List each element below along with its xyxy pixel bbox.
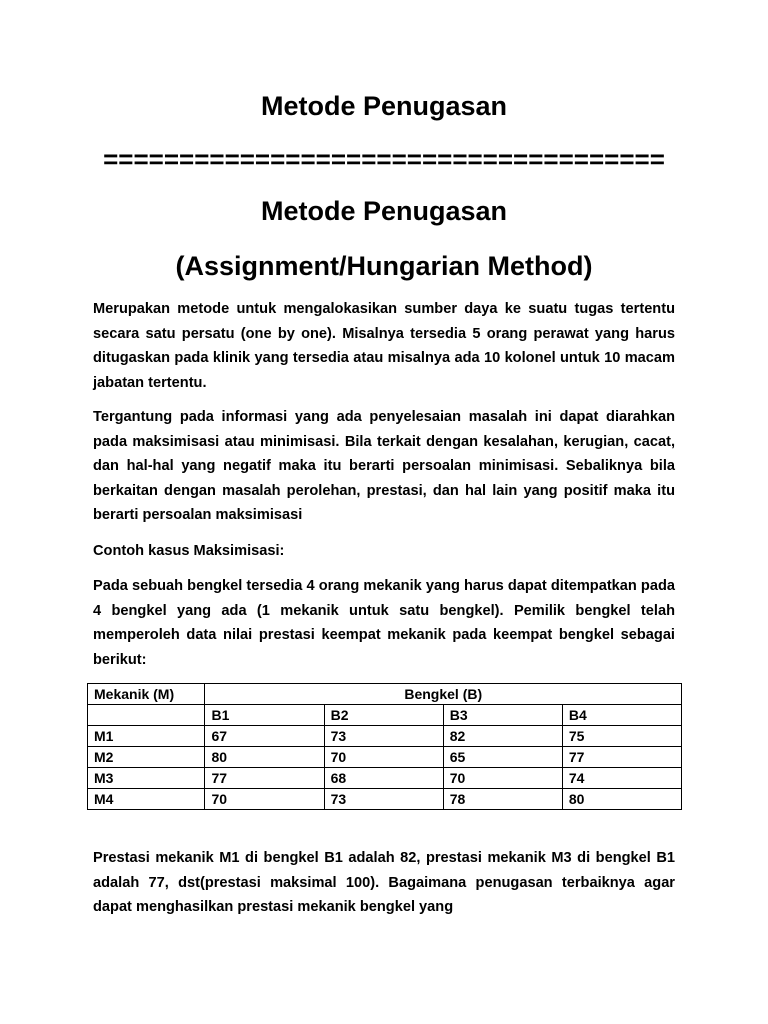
- row-label: M4: [88, 789, 205, 810]
- performance-table-container: [87, 683, 682, 810]
- column-header-b2: B2: [324, 705, 443, 726]
- paragraph-example-heading: Contoh kasus Maksimisasi:: [93, 543, 285, 559]
- table-row: [88, 789, 682, 810]
- table-cell: 70: [324, 747, 443, 768]
- paragraph-question: Prestasi mekanik M1 di bengkel B1 adalah 82, prestasi mekanik M3 di bengkel B1 adalah 77, dst(prestasi maksimal 100). Bagaimana penugasan terbaiknya agar dapat menghasilkan prestasi mekanik bengkel yang: [93, 850, 675, 915]
- paragraph-optimization: Tergantung pada informasi yang ada penyelesaian masalah ini dapat diarahkan pada maksimisasi atau minimisasi. Bila terkait dengan kesalahan, kerugian, cacat, dan hal-hal yang negatif maka itu berarti persoalan minimisasi. Sebaliknya bila berkaitan dengan masalah perolehan, prestasi, dan hal lain yang positif maka itu berarti persoalan maksimisasi: [93, 409, 675, 523]
- table-cell: 77: [205, 768, 324, 789]
- header-bengkel: Bengkel (B): [205, 684, 682, 705]
- page-title: Metode Penugasan: [260, 91, 508, 121]
- table-row: [88, 768, 682, 789]
- performance-table: [87, 683, 682, 810]
- row-label: M1: [88, 726, 205, 747]
- table-cell: 73: [324, 726, 443, 747]
- column-header-b1: B1: [205, 705, 324, 726]
- section-title: Metode Penugasan: [260, 196, 508, 226]
- section-subtitle: (Assignment/Hungarian Method): [175, 251, 593, 281]
- table-cell: 70: [205, 789, 324, 810]
- table-cell: 65: [443, 747, 562, 768]
- table-header-row: [88, 684, 682, 705]
- table-cell: 67: [205, 726, 324, 747]
- paragraph-example-description: Pada sebuah bengkel tersedia 4 orang mekanik yang harus dapat ditempatkan pada 4 bengkel yang ada (1 mekanik untuk satu bengkel). Pemilik bengkel telah memperoleh data nilai prestasi keempat mekanik pada keempat bengkel sebagai berikut:: [93, 578, 675, 668]
- table-cell: 74: [562, 768, 681, 789]
- table-subheader-row: [88, 705, 682, 726]
- paragraph-definition: Merupakan metode untuk mengalokasikan sumber daya ke suatu tugas tertentu secara satu persatu (one by one). Misalnya tersedia 5 orang perawat yang harus ditugaskan pada klinik yang tersedia atau misalnya ada 10 kolonel untuk 10 macam jabatan tertentu.: [93, 301, 675, 391]
- table-cell: 80: [205, 747, 324, 768]
- table-cell: [88, 705, 205, 726]
- column-header-b4: B4: [562, 705, 681, 726]
- row-label: M2: [88, 747, 205, 768]
- table-cell: 68: [324, 768, 443, 789]
- table-cell: 80: [562, 789, 681, 810]
- table-row: [88, 726, 682, 747]
- row-label: M3: [88, 768, 205, 789]
- table-cell: 77: [562, 747, 681, 768]
- column-header-b3: B3: [443, 705, 562, 726]
- table-cell: 70: [443, 768, 562, 789]
- table-row: [88, 747, 682, 768]
- table-cell: 78: [443, 789, 562, 810]
- table-cell: 82: [443, 726, 562, 747]
- table-cell: 73: [324, 789, 443, 810]
- table-cell: 75: [562, 726, 681, 747]
- separator-line: =====================================: [103, 144, 665, 174]
- header-mekanik: Mekanik (M): [88, 684, 205, 705]
